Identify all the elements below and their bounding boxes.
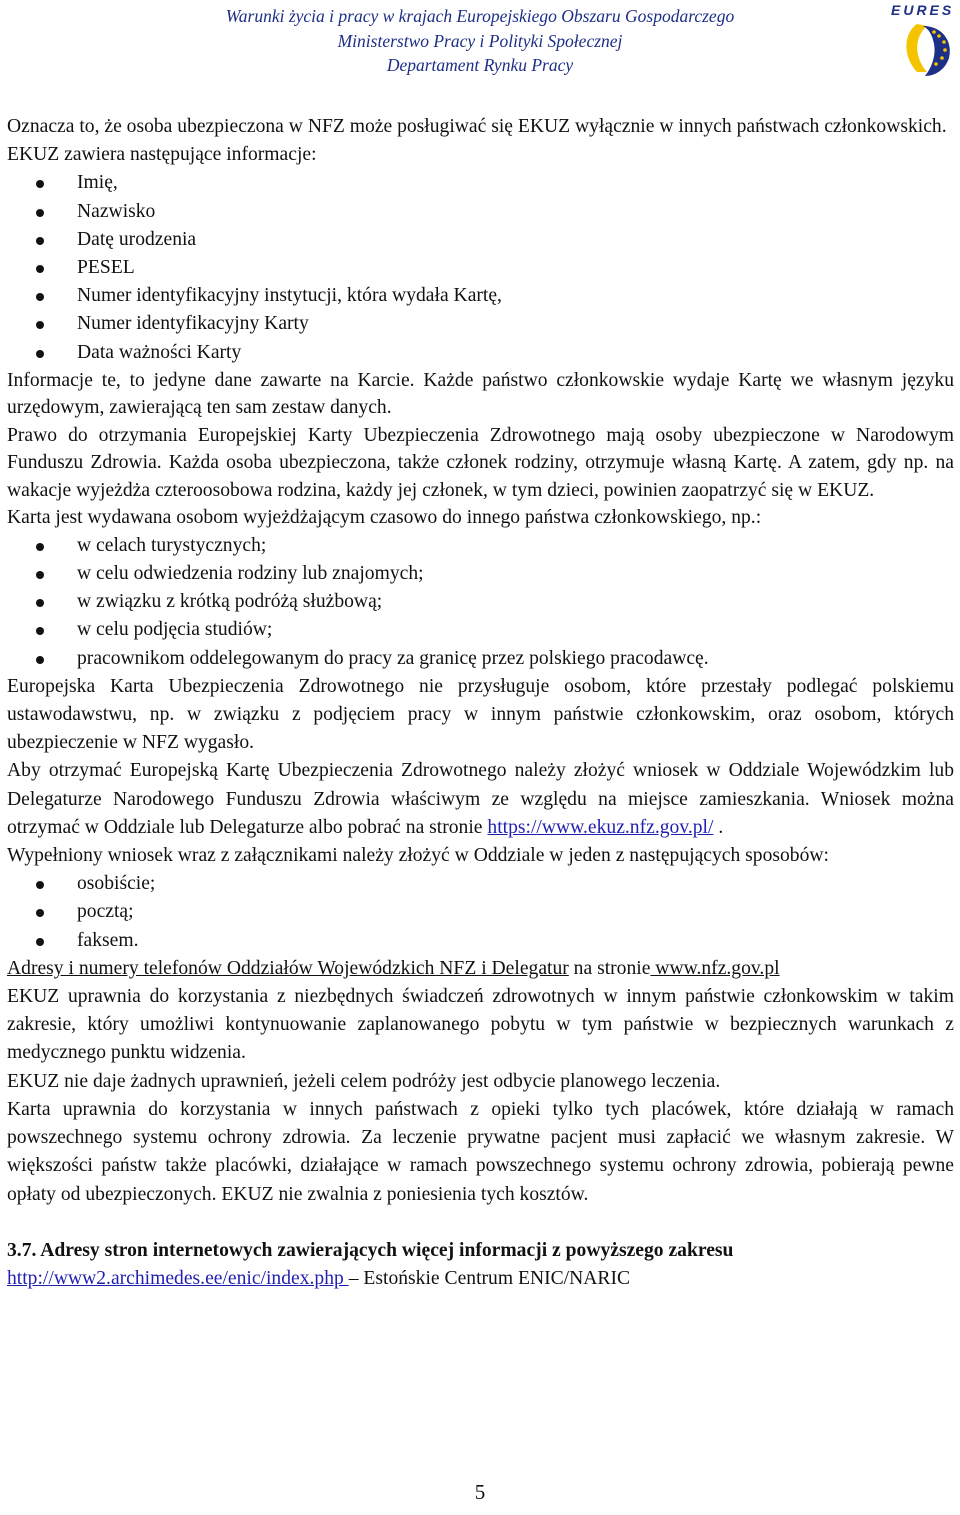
eures-logo <box>887 2 957 82</box>
paragraph-not-entitled: Europejska Karta Ubezpieczenia Zdrowotnego nie przysługuje osobom, które przestały podlegać polskiemu ustawodawstwu, np. w związku z podjęciem pracy w innym państwie członkowskim, oraz osobom, których ubezpieczenie w NFZ wygasło. <box>7 675 954 754</box>
paragraph-ekuz-contents-intro: EKUZ zawiera następujące informacje: <box>7 144 317 166</box>
list-item: w celu podjęcia studiów; <box>7 616 954 644</box>
paragraph-how-to-apply <box>7 757 954 842</box>
list-item: w celach turystycznych; <box>7 532 954 560</box>
eures-logo-text: EURES <box>891 2 955 18</box>
list-item: Data ważności Karty <box>7 339 954 367</box>
paragraph-card-data: Informacje te, to jedyne dane zawarte na Karcie. Każde państwo członkowskie wydaje Kartę we własnym języku urzędowym, zawierającą ten sam zestaw danych. <box>7 369 954 419</box>
paragraph-issued-for: Karta jest wydawana osobom wyjeżdżającym czasowo do innego państwa członkowskiego, np.: <box>7 507 762 529</box>
enic-description: – Estońskie Centrum ENIC/NARIC <box>348 1267 631 1289</box>
nfz-link[interactable]: www.nfz.gov.pl <box>650 957 780 979</box>
list-item: w związku z krótką podróżą służbową; <box>7 588 954 616</box>
paragraph-enic-link <box>7 1265 954 1293</box>
apply-text: Aby otrzymać Europejską Kartę Ubezpieczenia Zdrowotnego należy złożyć wniosek w Oddziale Wojewódzkim lub Delegaturze Narodowego Funduszu Zdrowia właściwym ze względu na miejsce zamieszkania. Wniosek można otrzymać w Oddziale lub Delegaturze albo pobrać na stronie <box>7 760 954 838</box>
paragraph-addresses <box>7 955 954 983</box>
list-item: Numer identyfikacyjny instytucji, która wydała Kartę, <box>7 282 954 310</box>
list-item: w celu odwiedzenia rodziny lub znajomych; <box>7 560 954 588</box>
list-item: Numer identyfikacyjny Karty <box>7 310 954 338</box>
list-item: pracownikom oddelegowanym do pracy za granicę przez polskiego pracodawcę. <box>7 645 954 673</box>
page-header <box>150 4 810 78</box>
header-line-3: Departament Rynku Pracy <box>386 55 574 75</box>
addresses-mid: na stronie <box>568 957 651 979</box>
list-item: PESEL <box>7 254 954 282</box>
list-item: Imię, <box>7 169 954 197</box>
archimedes-link[interactable]: http://www2.archimedes.ee/enic/index.php <box>7 1267 349 1289</box>
list-item: faksem. <box>7 927 954 955</box>
ekuz-info-list <box>7 169 954 366</box>
list-item: osobiście; <box>7 870 954 898</box>
header-line-1: Warunki życia i pracy w krajach Europejskiego Obszaru Gospodarczego <box>225 6 735 26</box>
document-body <box>7 113 954 1293</box>
addresses-label: Adresy i numery telefonów Oddziałów Wojewódzkich NFZ i Delegatur <box>7 957 569 979</box>
list-item: pocztą; <box>7 898 954 926</box>
paragraph-ekuz-scope: Oznacza to, że osoba ubezpieczona w NFZ może posługiwać się EKUZ wyłącznie w innych państwach członkowskich. <box>7 116 947 137</box>
list-item: Datę urodzenia <box>7 226 954 254</box>
paragraph-no-planned-treatment: EKUZ nie daje żadnych uprawnień, jeżeli celem podróży jest odbycie planowego leczenia. <box>7 1070 721 1092</box>
header-line-2: Ministerstwo Pracy i Polityki Społecznej <box>337 30 623 51</box>
list-item: Nazwisko <box>7 198 954 226</box>
submission-method-list <box>7 870 954 955</box>
apply-text-end: . <box>713 816 724 838</box>
ekuz-link[interactable]: https://www.ekuz.nfz.gov.pl/ <box>487 816 714 838</box>
paragraph-ekuz-rights: EKUZ uprawnia do korzystania z niezbędnych świadczeń zdrowotnych w innym państwie członkowskim w takim zakresie, który umożliwi kontynuowanie zaplanowanego pobytu w tym państwie w bezpiecznych warunkach z medycznego punktu widzenia. <box>7 986 954 1064</box>
paragraph-public-system: Karta uprawnia do korzystania w innych państwach z opieki tylko tych placówek, które działają w ramach powszechnego systemu ochrony zdrowia. Za leczenie prywatne pacjent musi zapłacić we własnym zakresie. W większości państw także placówki, działające w ramach powszechnego systemu ochrony zdrowia, pobierają pewne opłaty od ubezpieczonych. EKUZ nie zwalnia z poniesienia tych kosztów. <box>7 1098 954 1205</box>
page-number: 5 <box>474 1480 486 1504</box>
purpose-list <box>7 532 954 673</box>
section-heading: 3.7. Adresy stron internetowych zawierających więcej informacji z powyższego zakresu <box>7 1239 734 1261</box>
paragraph-submission: Wypełniony wniosek wraz z załącznikami należy złożyć w Oddziale w jeden z następujących sposobów: <box>7 845 829 867</box>
paragraph-eligibility: Prawo do otrzymania Europejskiej Karty Ubezpieczenia Zdrowotnego mają osoby ubezpieczone w Narodowym Funduszu Zdrowia. Każda osoba ubezpieczona, także członek rodziny, otrzymuje własną Kartę. A zatem, gdy np. na wakacje wyjeżdża czteroosobowa rodzina, każdy jej członek, w tym dzieci, powinien zaopatrzyć się w EKUZ. <box>7 424 954 501</box>
